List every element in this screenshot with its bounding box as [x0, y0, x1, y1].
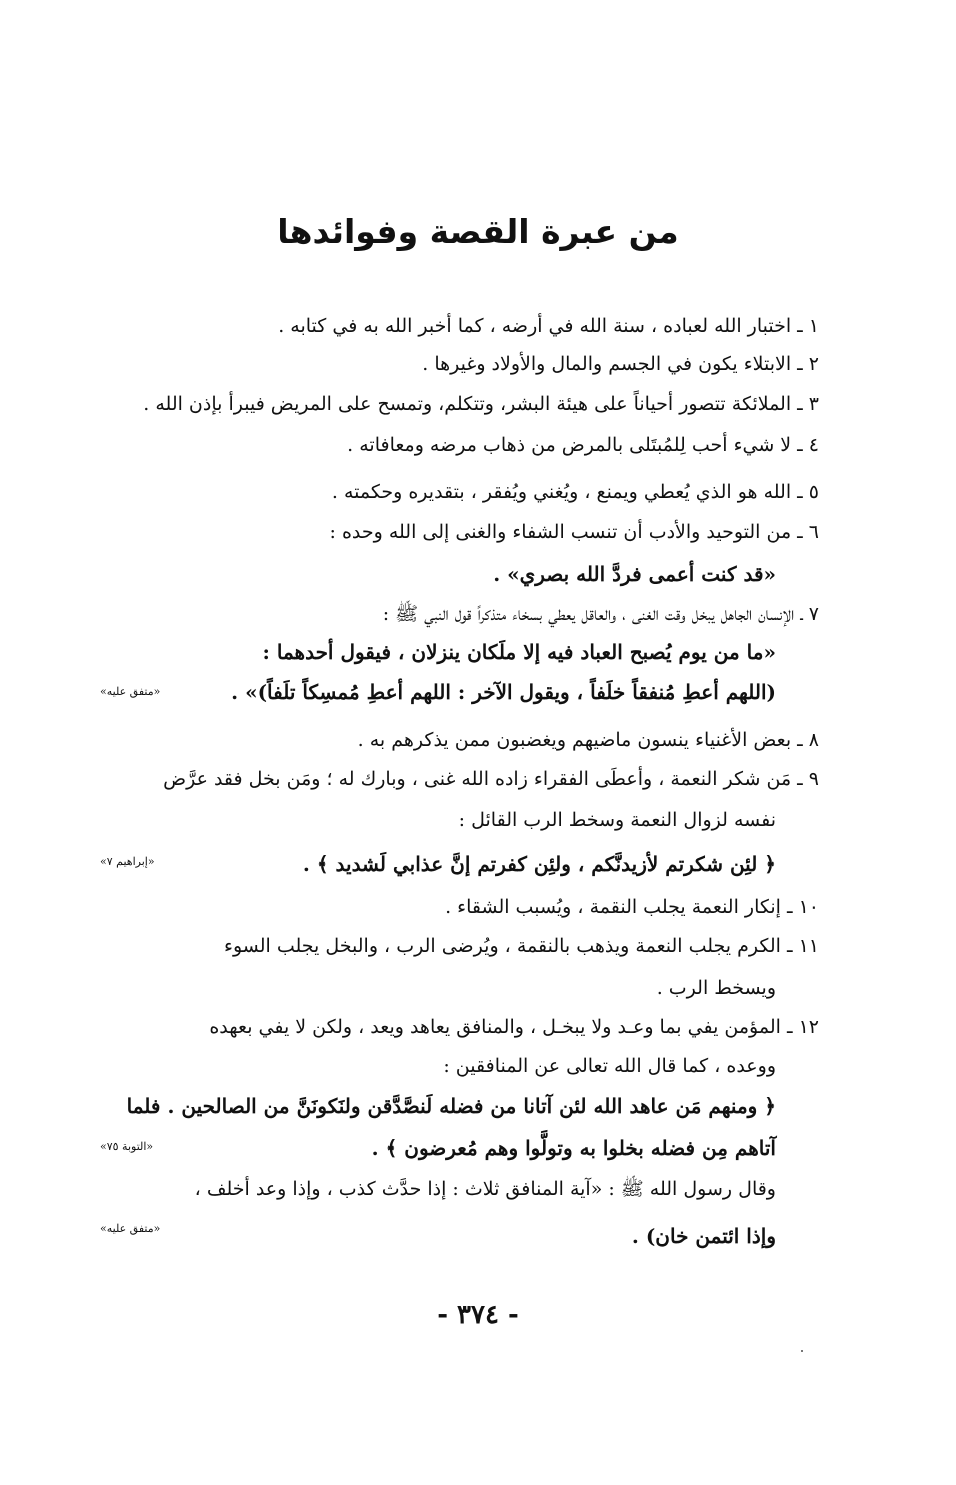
point-5: ٥ ـ الله هو الذي يُعطي ويمنع ، ويُغني ويُفقر ، بتقديره وحكمته . — [331, 481, 819, 503]
point-10: ١٠ ـ إنكار النعمة يجلب النقمة ، ويُسبب الشقاء . — [445, 896, 819, 918]
point-12-hadith-line-2: وإذا ائتمن خان) . — [631, 1224, 776, 1248]
point-8: ٨ ـ بعض الأغنياء ينسون ماضيهم ويغضبون ممن يذكرهم به . — [357, 729, 819, 751]
point-7-hadith-line-2: (اللهم أعطِ مُنفقاً خلَفاً ، ويقول الآخر : اللهم أعطِ مُمسِكاً تلَفاً)» . — [231, 680, 776, 704]
point-12-hadith-line-1: وقال رسول الله ﷺ : «آية المنافق ثلاث : إذا حدَّث كذب ، وإذا وعد أخلف ، — [194, 1178, 776, 1200]
point-7-hadith-line-1: «ما من يوم يُصبح العباد فيه إلا ملَكان ينزلان ، فيقول أحدهما : — [262, 640, 776, 664]
point-12: ١٢ ـ المؤمن يفي بما وعـد ولا يبخـل ، والمنافق يعاهد ويعد ، ولكن لا يفي بعهده — [209, 1016, 819, 1038]
point-12-verse-line-2: آتاهم مِن فضله بخلوا به وتولَّوا وهم مُعرضون ﴾ . — [371, 1136, 776, 1160]
point-12-verse-line-1: ﴿ ومنهم مَن عاهد الله لئن آتانا من فضله لَنصَّدَّقن ولنَكونَنَّ من الصالحين . فلما — [126, 1094, 776, 1118]
scan-speck — [801, 1350, 803, 1352]
point-11-continued: ويسخط الرب . — [656, 977, 776, 999]
point-6-quote: «قد كنت أعمى فردَّ الله بصري» . — [493, 562, 776, 586]
source-note-12b: «متفق عليه» — [100, 1222, 161, 1235]
point-6: ٦ ـ من التوحيد والأدب أن تنسب الشفاء والغنى إلى الله وحده : — [329, 521, 819, 543]
source-note-12a: «التوبة ٧٥» — [100, 1140, 154, 1153]
page-number: - ٣٧٤ - — [437, 1300, 519, 1330]
source-note-9: «إبراهيم ٧» — [100, 855, 155, 868]
point-12-continued: ووعده ، كما قال الله تعالى عن المنافقين : — [443, 1055, 776, 1077]
point-1: ١ ـ اختبار الله لعباده ، سنة الله في أرضه ، كما أخبر الله به في كتابه . — [278, 315, 819, 337]
source-note-7: «متفق عليه» — [100, 685, 161, 698]
point-4: ٤ ـ لا شيء أحب لِلمُبتَلى بالمرض من ذهاب مرضه ومعافاته . — [347, 434, 819, 456]
page-title: من عبرة القصة وفوائدها — [277, 212, 679, 251]
point-9-verse: ﴿ لئِن شكرتم لأزيدنَّكم ، ولئِن كفرتم إنَّ عذابي لَشديد ﴾ . — [302, 852, 776, 876]
point-3: ٣ ـ الملائكة تتصور أحياناً على هيئة البشر، وتتكلم، وتمسح على المريض فيبرأ بإذن الله . — [143, 393, 819, 415]
point-7: ٧ ـ الإنسان الجاهل يبخل وقت الغنى ، والعاقل يعطي بسخاء متذكراً قول النبي ﷺ : — [382, 603, 819, 625]
point-2: ٢ ـ الابتلاء يكون في الجسم والمال والأولاد وغيرها . — [422, 353, 819, 375]
point-9-continued: نفسه لزوال النعمة وسخط الرب القائل : — [458, 809, 776, 831]
point-9: ٩ ـ مَن شكر النعمة ، وأعطَى الفقراء زاده الله غنى ، وبارك له ؛ ومَن بخل فقد عرَّض — [163, 768, 819, 790]
point-11: ١١ ـ الكرم يجلب النعمة ويذهب بالنقمة ، ويُرضى الرب ، والبخل يجلب السوء — [224, 935, 819, 957]
